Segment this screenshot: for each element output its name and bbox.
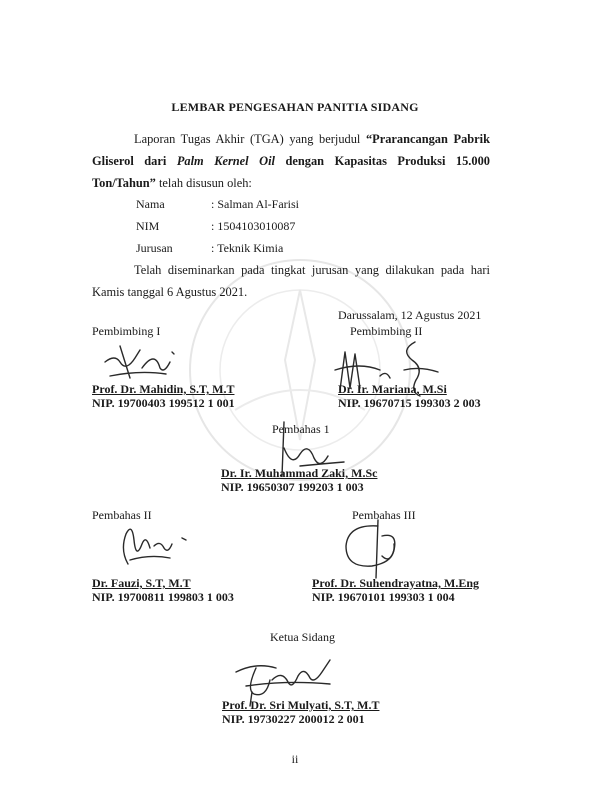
pembimbing2-nip: NIP. 19670715 199303 2 003 xyxy=(338,396,481,410)
ketua-name: Prof. Dr. Sri Mulyati, S.T, M.T xyxy=(222,698,380,712)
pembimbing1-signature xyxy=(100,340,210,388)
pembahas1-name: Dr. Ir. Muhammad Zaki, M.Sc xyxy=(221,466,378,480)
pembahas2-signature xyxy=(110,520,210,570)
pembahas2-role: Pembahas II xyxy=(92,508,152,522)
pembahas2-nip: NIP. 19700811 199803 1 003 xyxy=(92,590,234,604)
student-jurusan-row: Jurusan : Teknik Kimia xyxy=(136,241,284,255)
pembimbing1-nip: NIP. 19700403 199512 1 001 xyxy=(92,396,235,410)
student-name-row: Nama : Salman Al-Farisi xyxy=(136,197,299,211)
ketua-nip: NIP. 19730227 200012 2 001 xyxy=(222,712,365,726)
pembimbing1-role: Pembimbing I xyxy=(92,324,161,338)
pembahas3-role: Pembahas III xyxy=(352,508,416,522)
pembahas1-role: Pembahas 1 xyxy=(272,422,330,436)
seminar-statement: Telah diseminarkan pada tingkat jurusan yang dilakukan pada hari Kamis tanggal 6 Agustus 2021. xyxy=(92,263,490,299)
pembahas3-nip: NIP. 19670101 199303 1 004 xyxy=(312,590,455,604)
pembahas3-signature xyxy=(338,516,418,580)
student-nim-row: NIM : 1504103010087 xyxy=(136,219,296,233)
pembimbing2-role: Pembimbing II xyxy=(350,324,423,338)
pembimbing2-name: Dr. Ir. Mariana, M.Si xyxy=(338,382,447,396)
pembahas2-name: Dr. Fauzi, S.T, M.T xyxy=(92,576,191,590)
place-date: Darussalam, 12 Agustus 2021 xyxy=(338,308,482,322)
ketua-role: Ketua Sidang xyxy=(270,630,335,644)
intro-paragraph: Laporan Tugas Akhir (TGA) yang berjudul “Prarancangan Pabrik Gliserol dari Palm Kernel Oil dengan Kapasitas Produksi 15.000 Ton/Tahun” telah disusun oleh: xyxy=(92,132,490,190)
pembahas3-name: Prof. Dr. Suhendrayatna, M.Eng xyxy=(312,576,480,590)
pembimbing1-name: Prof. Dr. Mahidin, S.T, M.T xyxy=(92,382,235,396)
page-number: ii xyxy=(291,752,299,766)
page-title: LEMBAR PENGESAHAN PANITIA SIDANG xyxy=(171,100,419,114)
pembahas1-nip: NIP. 19650307 199203 1 003 xyxy=(221,480,364,494)
